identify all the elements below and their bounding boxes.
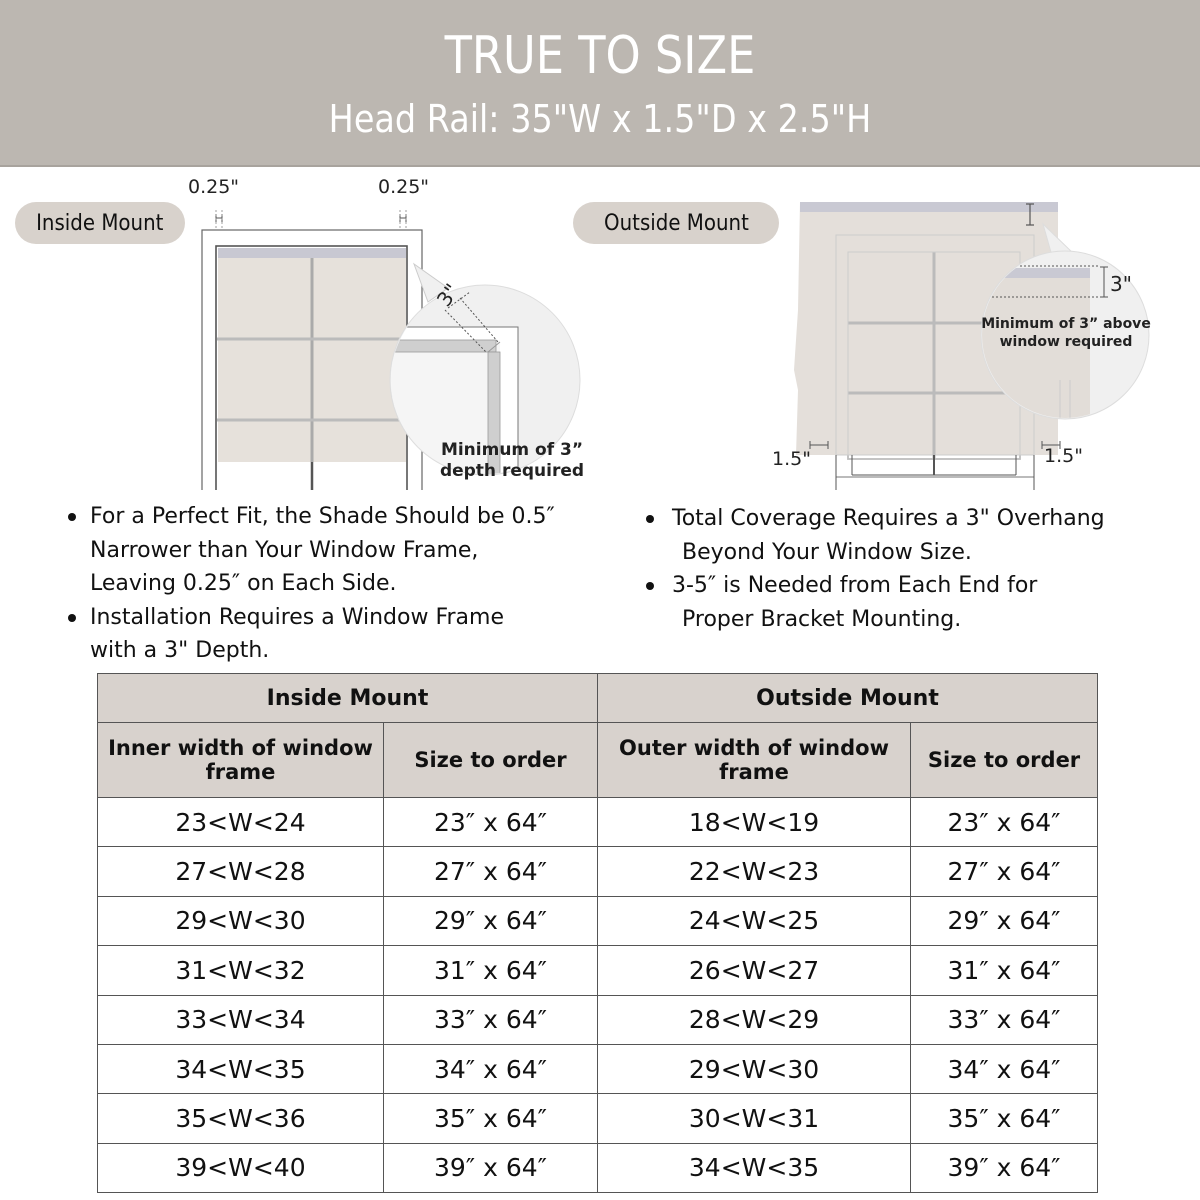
outside-size-cell: 27″ x 64″ <box>911 847 1098 896</box>
table-column-header-row <box>98 723 1098 798</box>
outside-mount-callout <box>978 316 1154 351</box>
group-header-outside-mount: Outside Mount <box>598 674 1098 723</box>
inside-size-cell: 31″ x 64″ <box>384 946 598 995</box>
inside-size-cell: 23″ x 64″ <box>384 798 598 847</box>
note-line: 3-5″ is Needed from Each End for <box>672 573 1038 598</box>
head-rail-dimensions: Head Rail: 35"W x 1.5"D x 2.5"H <box>328 97 872 141</box>
inner-width-cell: 27<W<28 <box>98 847 384 896</box>
inside-mount-callout <box>432 440 592 483</box>
outer-width-cell: 26<W<27 <box>598 946 911 995</box>
column-header-size-to-order: Size to order <box>384 723 598 798</box>
inner-width-cell: 23<W<24 <box>98 798 384 847</box>
group-header-inside-mount: Inside Mount <box>98 674 598 723</box>
note-line: For a Perfect Fit, the Shade Should be 0.5″ <box>90 504 555 529</box>
callout-line-1: Minimum of 3” <box>440 440 584 460</box>
note-line: with a 3" Depth. <box>90 638 270 663</box>
callout-line-2: depth required <box>439 461 585 482</box>
table-row <box>98 946 1098 995</box>
table-row <box>98 798 1098 847</box>
inner-width-cell: 31<W<32 <box>98 946 384 995</box>
outer-width-cell: 30<W<31 <box>598 1094 911 1143</box>
column-header-outer-width: Outer width of window frame <box>598 723 911 798</box>
outer-width-cell: 34<W<35 <box>598 1143 911 1192</box>
inside-size-cell: 29″ x 64″ <box>384 896 598 945</box>
size-chart-table <box>97 673 1098 1193</box>
callout-line-1: Minimum of 3” above <box>981 316 1151 332</box>
outside-size-cell: 39″ x 64″ <box>911 1143 1098 1192</box>
inside-note-1 <box>64 500 604 601</box>
outside-size-cell: 33″ x 64″ <box>911 995 1098 1044</box>
outside-size-cell: 35″ x 64″ <box>911 1094 1098 1143</box>
inside-size-cell: 33″ x 64″ <box>384 995 598 1044</box>
table-row <box>98 896 1098 945</box>
outside-height-label: 3" <box>1110 272 1132 296</box>
right-overhang-label: 1.5" <box>1044 445 1083 467</box>
outside-size-cell: 34″ x 64″ <box>911 1044 1098 1093</box>
outside-mount-notes <box>640 502 1180 636</box>
inside-mount-badge-label: Inside Mount <box>36 210 164 236</box>
note-line: Installation Requires a Window Frame <box>90 604 505 630</box>
inside-size-cell: 35″ x 64″ <box>384 1094 598 1143</box>
table-row <box>98 847 1098 896</box>
note-line: Proper Bracket Mounting. <box>682 606 962 632</box>
outside-mount-badge-label: Outside Mount <box>603 210 749 236</box>
outer-width-cell: 24<W<25 <box>598 896 911 945</box>
outside-size-cell: 29″ x 64″ <box>911 896 1098 945</box>
column-header-size-to-order: Size to order <box>911 723 1098 798</box>
outside-size-cell: 23″ x 64″ <box>911 798 1098 847</box>
inner-width-cell: 29<W<30 <box>98 896 384 945</box>
outside-size-cell: 31″ x 64″ <box>911 946 1098 995</box>
left-gap-label: 0.25" <box>188 176 240 198</box>
inside-size-cell: 34″ x 64″ <box>384 1044 598 1093</box>
column-header-inner-width: Inner width of window frame <box>98 723 384 798</box>
inside-size-cell: 27″ x 64″ <box>384 847 598 896</box>
inner-width-cell: 34<W<35 <box>98 1044 384 1093</box>
outer-width-cell: 22<W<23 <box>598 847 911 896</box>
page-title: TRUE TO SIZE <box>444 26 756 86</box>
left-overhang-label: 1.5" <box>772 448 811 470</box>
note-line: Total Coverage Requires a 3" Overhang <box>672 506 1105 531</box>
depth-label: 3" <box>431 279 465 311</box>
note-line: Narrower than Your Window Frame, <box>90 537 479 563</box>
header-banner <box>0 0 1200 167</box>
inside-note-2 <box>64 601 604 668</box>
table-row <box>98 1044 1098 1093</box>
inner-width-cell: 35<W<36 <box>98 1094 384 1143</box>
note-line: Leaving 0.25″ on Each Side. <box>90 571 397 596</box>
table-group-header-row <box>98 674 1098 723</box>
table-row <box>98 1143 1098 1192</box>
inside-mount-diagram <box>0 170 600 490</box>
outer-width-cell: 18<W<19 <box>598 798 911 847</box>
table-row <box>98 995 1098 1044</box>
outside-mount-diagram <box>760 190 1200 490</box>
inner-width-cell: 33<W<34 <box>98 995 384 1044</box>
note-line: Beyond Your Window Size. <box>682 539 972 565</box>
inner-width-cell: 39<W<40 <box>98 1143 384 1192</box>
table-row <box>98 1094 1098 1143</box>
inside-mount-notes <box>64 500 604 668</box>
outside-note-2 <box>640 569 1180 636</box>
outside-mount-badge <box>573 202 779 244</box>
outer-width-cell: 29<W<30 <box>598 1044 911 1093</box>
callout-line-2: window required <box>999 333 1133 350</box>
outer-width-cell: 28<W<29 <box>598 995 911 1044</box>
right-gap-label: 0.25" <box>378 176 430 198</box>
inside-size-cell: 39″ x 64″ <box>384 1143 598 1192</box>
outside-note-1 <box>640 502 1180 569</box>
